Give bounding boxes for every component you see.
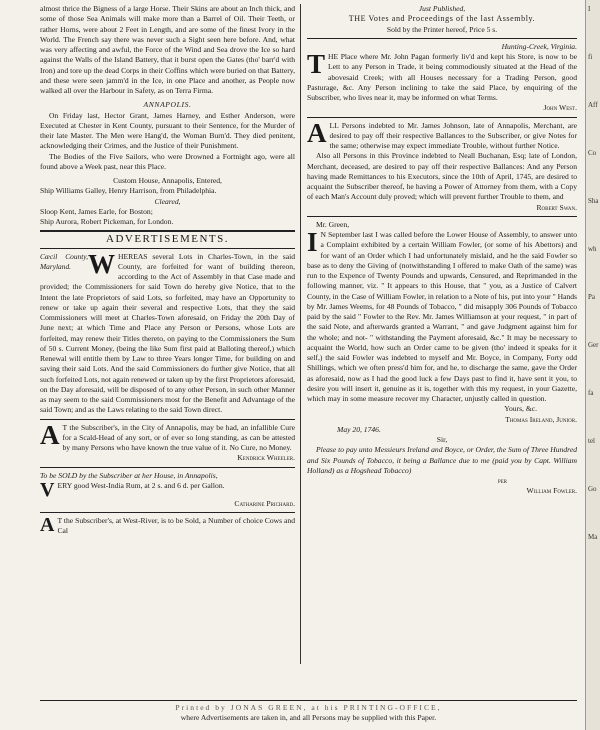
edge-fragment: Aff	[588, 101, 598, 109]
drop-cap: A	[307, 117, 327, 148]
edge-fragment: Ma	[588, 533, 598, 541]
ad-heading: To be SOLD by the Subscriber at her House, in Annapolis,	[40, 470, 218, 480]
column-divider	[300, 4, 301, 664]
ad-text: HE Place where Mr. John Pagan formerly liv'd and kept his Store, is now to be Lett to any Person in Trade, it being commodiously situated at the Head of the abovesaid Creek; with all Houses necessary for a Trading Person, good Pasturage, &c. Any Person inclining to take the said Place, by enquiring of the Subscriber, who lives near it, may be informed on what Terms.	[307, 52, 577, 102]
edge-fragment: fi	[588, 53, 593, 61]
edge-fragments	[586, 0, 600, 542]
printer-imprint	[40, 700, 577, 727]
drop-cap: A	[40, 514, 55, 536]
letter-date: May 20, 1746.	[337, 424, 381, 434]
order-signature: William Fowler.	[526, 486, 577, 496]
ad-signature: Catharine Prichard.	[234, 498, 295, 508]
ad-text-2: Also all Persons in this Province indebted to Neall Buchanan, Esq; late of London, Merchant, deceased, are desired to pay off their respective Ballances: And any Person having made Remittances to his Executors, since the 10th of April, 1745, are desired to acquaint the Subscriber thereof, he having a Power of Attorney from them, with a Copy of each Man's Account duly proved; which will prevent further Trouble to them, and	[307, 151, 577, 202]
drop-cap: A	[40, 419, 60, 450]
left-column	[40, 4, 295, 666]
letter-signature: Thomas Ireland, Junior.	[505, 414, 577, 424]
customs-cleared-heading: Cleared,	[154, 196, 181, 206]
letter-closing: Yours, &c.	[504, 404, 537, 414]
letter-salutation: Mr. Green,	[316, 219, 350, 229]
ad-scald-head-cure	[40, 419, 295, 464]
ad-place: Cæcil County, Maryland.	[40, 251, 88, 271]
votes-title: THE Votes and Proceedings of the last Assembly.	[348, 14, 536, 24]
edge-fragment: Pa	[588, 293, 595, 301]
ad-text: ERY good West-India Rum, at 2 s. and 6 d. per Gallon.	[57, 480, 225, 490]
votes-subtitle: Sold by the Printer hereof, Price 5 s.	[386, 24, 498, 34]
order-per: per	[497, 476, 507, 485]
edge-fragment: Co	[588, 149, 597, 157]
customs-cleared-2: Ship Aurora, Robert Pickeman, for London.	[40, 217, 174, 226]
hunting-place: Hunting-Creek, Virginia.	[501, 41, 577, 51]
ad-rum-sale	[40, 471, 295, 510]
imprint-line-2: where Advertisements are taken in, and all Persons may be supplied with this Paper.	[180, 713, 437, 722]
edge-fragment: Go	[588, 485, 597, 493]
ad-hunting-creek	[307, 49, 577, 114]
right-column	[307, 4, 577, 666]
ad-signature: Robert Swan.	[536, 202, 577, 212]
edge-fragment: I	[588, 5, 591, 13]
edge-fragment: fa	[588, 389, 594, 397]
edge-fragment: wh	[588, 245, 597, 253]
divider	[40, 248, 295, 249]
notice-heading: Just Published,	[418, 4, 466, 13]
edge-fragment: tel	[588, 437, 595, 445]
drop-cap: I	[307, 227, 318, 257]
ad-cows-sale	[40, 516, 295, 537]
ad-text: T the Subscriber's, at West-River, is to be Sold, a Number of choice Cows and Cal	[57, 516, 295, 536]
ad-charles-town-lots	[40, 248, 295, 416]
divider	[307, 38, 577, 39]
customs-heading: Custom House, Annapolis, Entered,	[113, 176, 222, 185]
divider	[307, 117, 577, 118]
order-text: Please to pay unto Messieurs Ireland and Boyce, or Order, the Sum of Three Hundred and Six Pounds of Tobacco, it being a Ballance due to me (paid you by Capt. William Holland) as a Hogshead Tobacco)	[307, 445, 577, 475]
ad-signature: Kendrick Wheeler.	[237, 453, 295, 463]
annapolis-heading: ANNAPOLIS.	[143, 100, 192, 110]
divider	[40, 467, 295, 468]
next-page-edge	[585, 0, 600, 730]
ad-text: T the Subscriber's, in the City of Annapolis, may be had, an infallible Cure for a Scald-Head of any sort, or of ever so long standing, as can be attested by many Persons who have known the true value of it. No Cure, no Money.	[62, 422, 295, 452]
imprint-line-1: Printed by JONAS GREEN, at his PRINTING-OFFICE,	[175, 703, 442, 712]
annapolis-paragraph: On Friday last, Hector Grant, James Harney, and Esther Anderson, were Executed at Chester in Kent County, pursuant to their Sentence, for the Murder of their late Master. The Men were Hang'd, the Woman Burn'd. They died penitent, acknowledging their Crimes, and the Justice of their Punishment.	[40, 110, 295, 151]
ad-text: LL Persons indebted to Mr. James Johnson, late of Annapolis, Merchant, are desired to pay off their respective Ballances to the Subscriber, or give Notes for the same; otherwise may expect immediate Trouble, without further Notice.	[329, 120, 577, 150]
divider	[307, 216, 577, 217]
divider	[40, 512, 295, 513]
drop-cap: W	[88, 248, 115, 279]
divider	[40, 230, 295, 232]
ad-signature: John West.	[543, 103, 577, 113]
ad-debts-notice	[307, 117, 577, 213]
news-paragraph: almost thrice the Bigness of a large Horse. Their Skins are about an Inch thick, and some of those Sea Animals will make more than a Barrel of Oil. Their Teeth, or rather Horns, were about 2 Feet in Length, and are some of the finest Ivory in the World. The French say there was never such a Sight seen here before. And, what was very affecting and awful, the Force of the Wind and Sea drove the Ice so hard against the Walls of the Island Battery, that it burst open the Gates (tho' barr'd with Iron) and tore up the dead Corps in their Coffins which were buried on that Battery, and these were seen jamm'd in the Ice, in one Place and another, as People now walked all over the Harbour in Safety, as on Terra Firma.	[40, 4, 295, 95]
letter-text: N September last I was called before the Lower House of Assembly, to answer unto a Complaint exhibited by a certain William Fowler, (or some of his Abettors) and for want of an Order which I had unfortunately mislaid, and he the said Fowler so base as to deny the Giving of (notwithstanding I offered to make Oath of the same) was run to the Expence of Twenty Pounds and upwards, Censured, and Reprimanded in the following manner, viz. " It appears to this House, that " you, as a Justice of Calvert County, in the Case of William Fowler, in relation to a Note of his, put into your " Hands by Mr. James Weems, for 48 Pounds of Tobacco, " did misapply 306 Pounds of Tobacco paid by the said " Fowler to the Rev. Mr. James Williamson at your request, " in part of the said Note, and afterwards granted a Warrant, " and gave Judgment against him for the whole; and not- " withstanding the Payment aforesaid, &c." It may be necessary to acquaint the World, how such an Order came to be given (tho' indeed it speaks for it self,) the said Fowler was indebted to myself and Mr. Boyce, in Company, Forty odd Shillings, which we often press'd him for, and he, to discharge the same, gave the Order as aforesaid, now as I had the good luck a few Days past to find it, have sent it you, to desire you will insert it, genuine as it is, together with this my request, in your Gazette, which may in some measure recover my Character, unjustly called in question.	[307, 230, 577, 403]
customs-cleared-1: Sloop Kent, James Earle, for Boston;	[40, 206, 153, 216]
edge-fragment: Ger	[588, 341, 599, 349]
advertisements-heading: ADVERTISEMENTS.	[106, 233, 229, 246]
drop-cap: T	[307, 49, 326, 79]
drop-cap: V	[40, 478, 55, 501]
edge-fragment: Sha	[588, 197, 599, 205]
customs-entered: Ship Williams Galley, Henry Harrison, from Philadelphia.	[40, 186, 217, 196]
letter-to-editor	[307, 220, 577, 497]
divider	[40, 419, 295, 420]
order-salutation: Sir,	[436, 435, 448, 444]
ad-text: HEREAS several Lots in Charles-Town, in the said County, are forfeited for want of building thereon, according to the Act of Assembly in that Case made and provided; the Commissioners for said Town do hereby give Notice, that to the Intent the late Proprietors of said Lots, so forfeited, may have an Opportunity to renew or take up again their several and respective Lots, that they the said Commissioners will meet at Charles-Town aforesaid, on Friday the 20th Day of June next; at which Time and Place any Person or Persons, whose Lots are forfeited, may renew their Titles thereto, on paying to the Commissioners the Sum of 50 s. Current Money, (being the like Sum first paid at Balloting thereof,) which Renewal will entitle them by Law to three Years longer Time, for building on and saving their said Lots. And the said Commissioners do further give Notice, that all such forfeited Lots, not again renewed or taken up by the first Proprietors aforesaid, on the Day aforesaid, will be disposed of to any other Person, in such other Manner as may seem to the said Commissioners most for the Benefit and Advantage of the said Town; and as the Laws relating to the said Town direct.	[40, 251, 295, 415]
annapolis-paragraph-2: The Bodies of the Five Sailors, who were Drowned a Fortnight ago, were all found above a Week past, near this Place.	[40, 151, 295, 171]
